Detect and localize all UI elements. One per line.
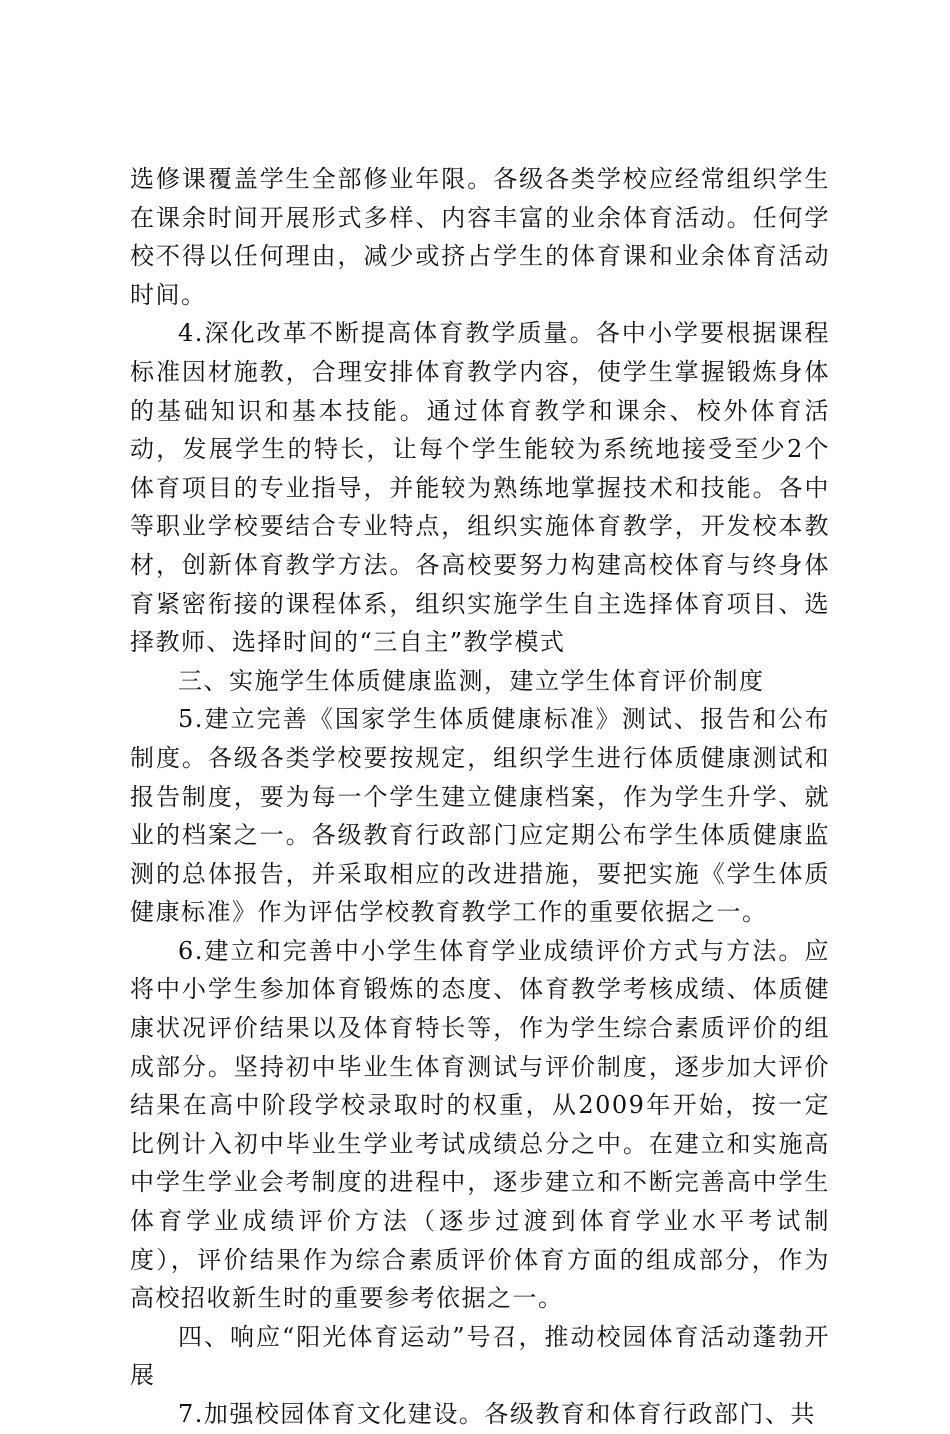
section-heading-3: 三、实施学生体质健康监测，建立学生体育评价制度 — [178, 666, 765, 695]
paragraph-item-4: 4.深化改革不断提高体育教学质量。各中小学要根据课程标准因材施教，合理安排体育教学内容，使学生掌握锻炼身体的基础知识和基本技能。通过体育教学和课余、校外体育活动，发展学生的特长，让每个学生能较为系统地接受至少2个体育项目的专业指导，并能较为熟练地掌握技术和技能。各中等职业学校要结合专业特点，组织实施体育教学，开发校本教材，创新体育教学方法。各高校要努力构建高校体育与终身体育紧密衔接的课程体系，组织实施学生自主选择体育项目、选择教师、选择时间的“三自主”教学模式 — [130, 319, 830, 657]
paragraph-item-5: 5.建立完善《国家学生体质健康标准》测试、报告和公布制度。各级各类学校要按规定，组织学生进行体质健康测试和报告制度，要为每一个学生建立健康档案，作为学生升学、就业的档案之一。各级教育行政部门应定期公布学生体质健康监测的总体报告，并采取相应的改进措施，要把实施《学生体质健康标准》作为评估学校教育教学工作的重要依据之一。 — [130, 705, 830, 927]
document-page — [130, 160, 830, 1434]
section-heading-4: 四、响应“阳光体育运动”号召，推动校园体育活动蓬勃开展 — [130, 1322, 830, 1390]
paragraph-continued: 选修课覆盖学生全部修业年限。各级各类学校应经常组织学生在课余时间开展形式多样、内容丰富的业余体育活动。任何学校不得以任何理由，减少或挤占学生的体育课和业余体育活动时间。 — [130, 165, 830, 309]
paragraph-item-7: 7.加强校园体育文化建设。各级教育和体育行政部门、共 — [178, 1400, 816, 1428]
paragraph-item-6: 6.建立和完善中小学生体育学业成绩评价方式与方法。应将中小学生参加体育锻炼的态度、体育教学考核成绩、体质健康状况评价结果以及体育特长等，作为学生综合素质评价的组成部分。坚持初中毕业生体育测试与评价制度，逐步加大评价结果在高中阶段学校录取时的权重，从2009年开始，按一定比例计入初中毕业生学业考试成绩总分之中。在建立和实施高中学生学业会考制度的进程中，逐步建立和不断完善高中学生体育学业成绩评价方法（逐步过渡到体育学业水平考试制度），评价结果作为综合素质评价体育方面的组成部分，作为高校招收新生时的重要参考依据之一。 — [130, 936, 830, 1313]
